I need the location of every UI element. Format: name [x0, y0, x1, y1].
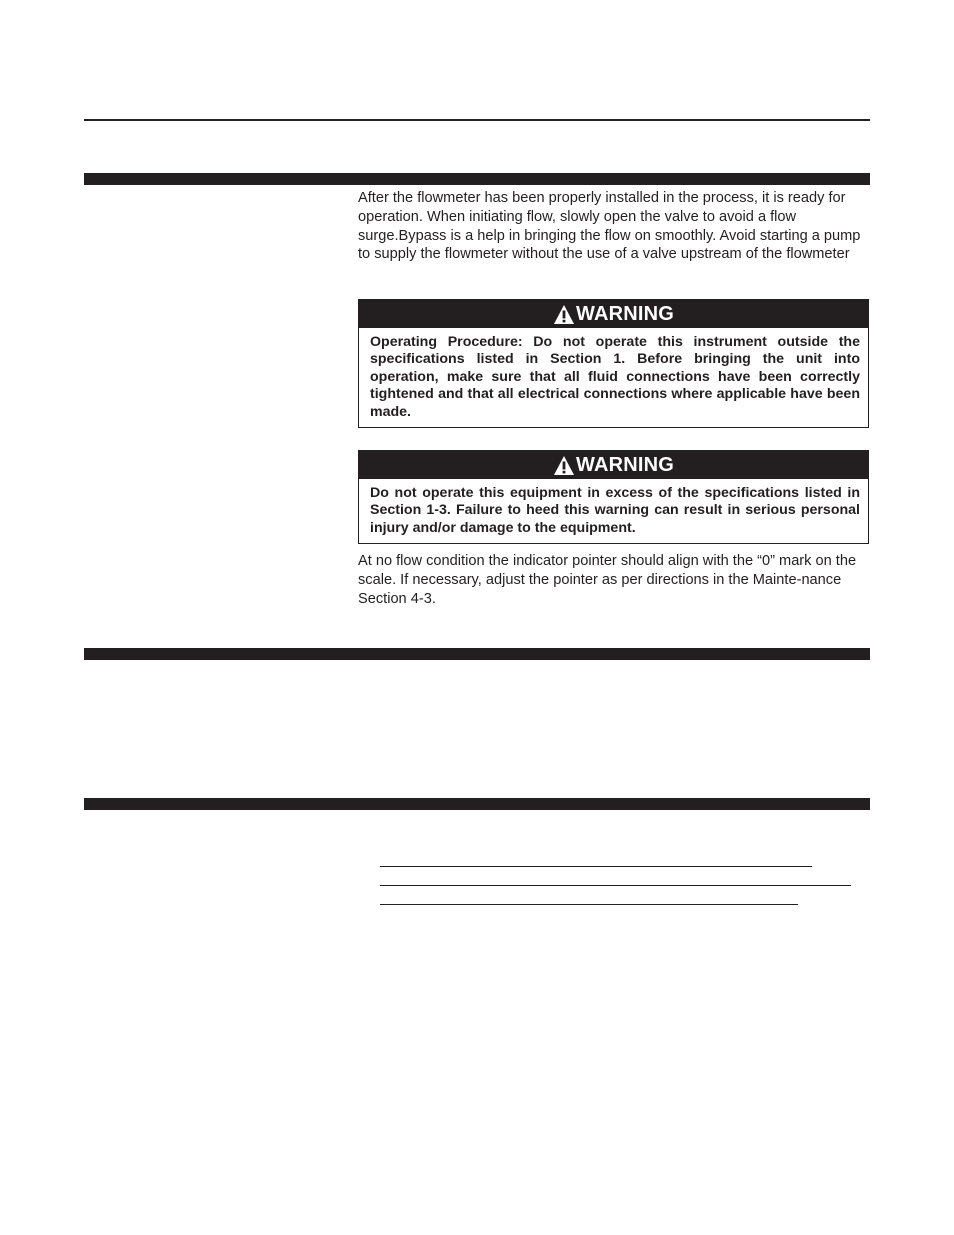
warning-box-specifications	[358, 450, 869, 544]
warning-text: Do not operate this equipment in excess of the specifications listed in Section 1-3. Failure to heed this warning can result in serious personal injury and/or damage to the equipment.	[370, 485, 860, 536]
section-bar-2	[84, 648, 870, 660]
warning-text: Operating Procedure: Do not operate this instrument outside the specifications listed in Section 1. Before bringing the unit into operation, make sure that all fluid connections have been correctly tightened and that all electrical connections where applicable have been made.	[370, 334, 860, 420]
warning-title: WARNING	[575, 303, 675, 325]
intro-paragraph: After the flowmeter has been properly installed in the process, it is ready for operation. When initiating flow, slowly open the valve to avoid a flow surge.Bypass is a help in bringing the flow on smoothly. Avoid starting a pump to supply the flowmeter without the use of a valve upstream of the flowmeter	[358, 190, 861, 263]
warning-title: WARNING	[575, 454, 675, 476]
warning-triangle-icon	[553, 455, 575, 476]
blank-line-1	[380, 866, 812, 867]
warning-triangle-icon	[553, 304, 575, 325]
warning-header	[359, 300, 868, 328]
section-bar-3	[84, 798, 870, 810]
blank-line-2	[380, 885, 851, 886]
section-bar-start-up	[84, 173, 870, 185]
header-rule	[84, 119, 870, 121]
warning-header	[359, 451, 868, 479]
blank-line-3	[380, 904, 798, 905]
warning-box-operating-procedure	[358, 299, 869, 428]
zero-adjust-paragraph: At no flow condition the indicator pointer should align with the “0” mark on the scale. If necessary, adjust the pointer as per directions in the Mainte-nance Section 4-3.	[358, 553, 857, 607]
